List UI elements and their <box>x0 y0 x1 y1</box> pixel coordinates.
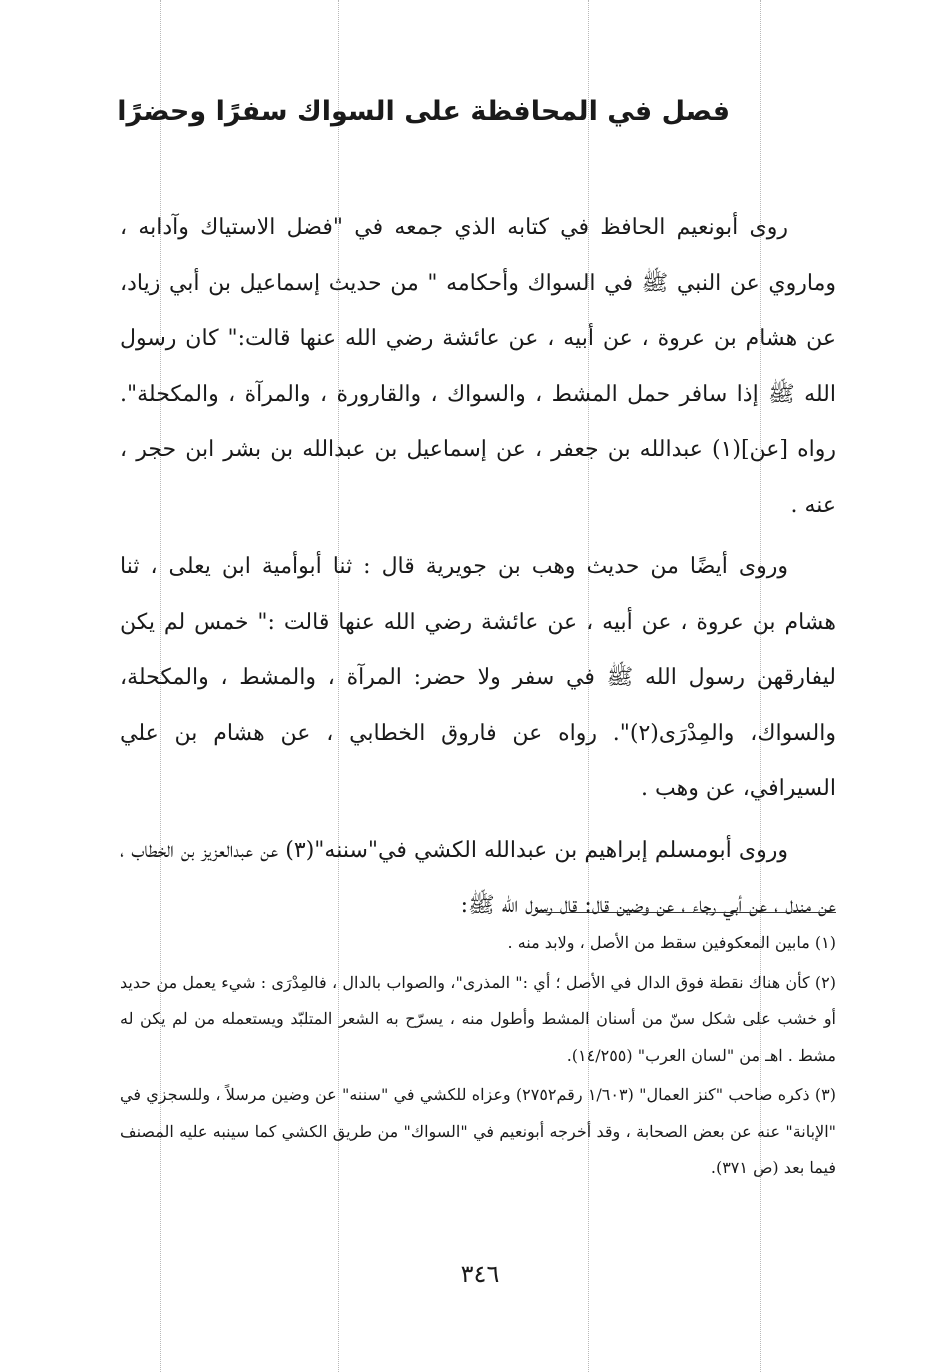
paragraph-2: وروى أيضًا من حديث وهب بن جويرية قال : ثنا أبوأمية ابن يعلى ، ثنا هشام بن عروة ، عن أبيه ، عن عائشة رضي الله عنها قالت :" خمس لم يكن ليفارقهن رسول الله ﷺ في سفر ولا حضر: المرآة ، والمشط ، والمكحلة، والسواك، والمِدْرَى(٢)". رواه عن فاروق الخطابي ، عن هشام بن علي السيرافي، عن وهب . <box>120 554 836 801</box>
footnote-1: (١) مابين المعكوفين سقط من الأصل ، ولابد منه . <box>507 933 836 952</box>
page-number: ٣٤٦ <box>460 1260 500 1288</box>
footnote-2: (٢) كأن هناك نقطة فوق الدال في الأصل ؛ أي :" المذرى"، والصواب بالدال ، فالمِدْرَى : شيء يعمل من حديد أو خشب على شكل سنّ من أسنان المشط وأطول منه ، يسرّح به الشعر المتلبّد ويستعمله من لم يكن له مشط . اهـ من "لسان العرب" (١٤/٢٥٥). <box>120 972 836 1065</box>
footnote-3: (٣) ذكره صاحب "كنز العمال" (١/٦٠٣ رقم٢٧٥٢) وعزاه للكشي في "سننه" عن وضين مرسلاً ، وللسجزي في "الإبانة" عنه عن بعض الصحابة ، وقد أخرجه أبونعيم في "السواك" من طريق الكشي كما سينبه عليه المصنف فيما بعد (ص ٣٧١). <box>120 1085 837 1177</box>
footnote-divider <box>538 912 836 913</box>
paragraph-1: روى أبونعيم الحافظ في كتابه الذي جمعه في "فضل الاستياك وآدابه ، وماروي عن النبي ﷺ في السواك وأحكامه " من حديث إسماعيل بن أبي زياد، عن هشام بن عروة ، عن أبيه ، عن عائشة رضي الله عنها قالت:" كان رسول الله ﷺ إذا سافر حمل المشط ، والسواك ، والقارورة ، والمرآة ، والمكحلة". رواه [عن](١) عبدالله بن جعفر ، عن إسماعيل بن عبدالله بن بشر ابن حجر ، عنه . <box>120 215 836 518</box>
footnotes <box>120 925 836 1190</box>
page-title: فصل في المحافظة على السواك سفرًا وحضرًا <box>117 96 730 127</box>
body-text <box>120 200 836 940</box>
paragraph-3: وروى أبومسلم إبراهيم بن عبدالله الكشي في"سننه"(٣) عن عبدالعزيز بن الخطاب ، عن مندل ، عن أبي رجاء ، عن وضين قال: قال رسول الله ﷺ: <box>120 837 836 918</box>
